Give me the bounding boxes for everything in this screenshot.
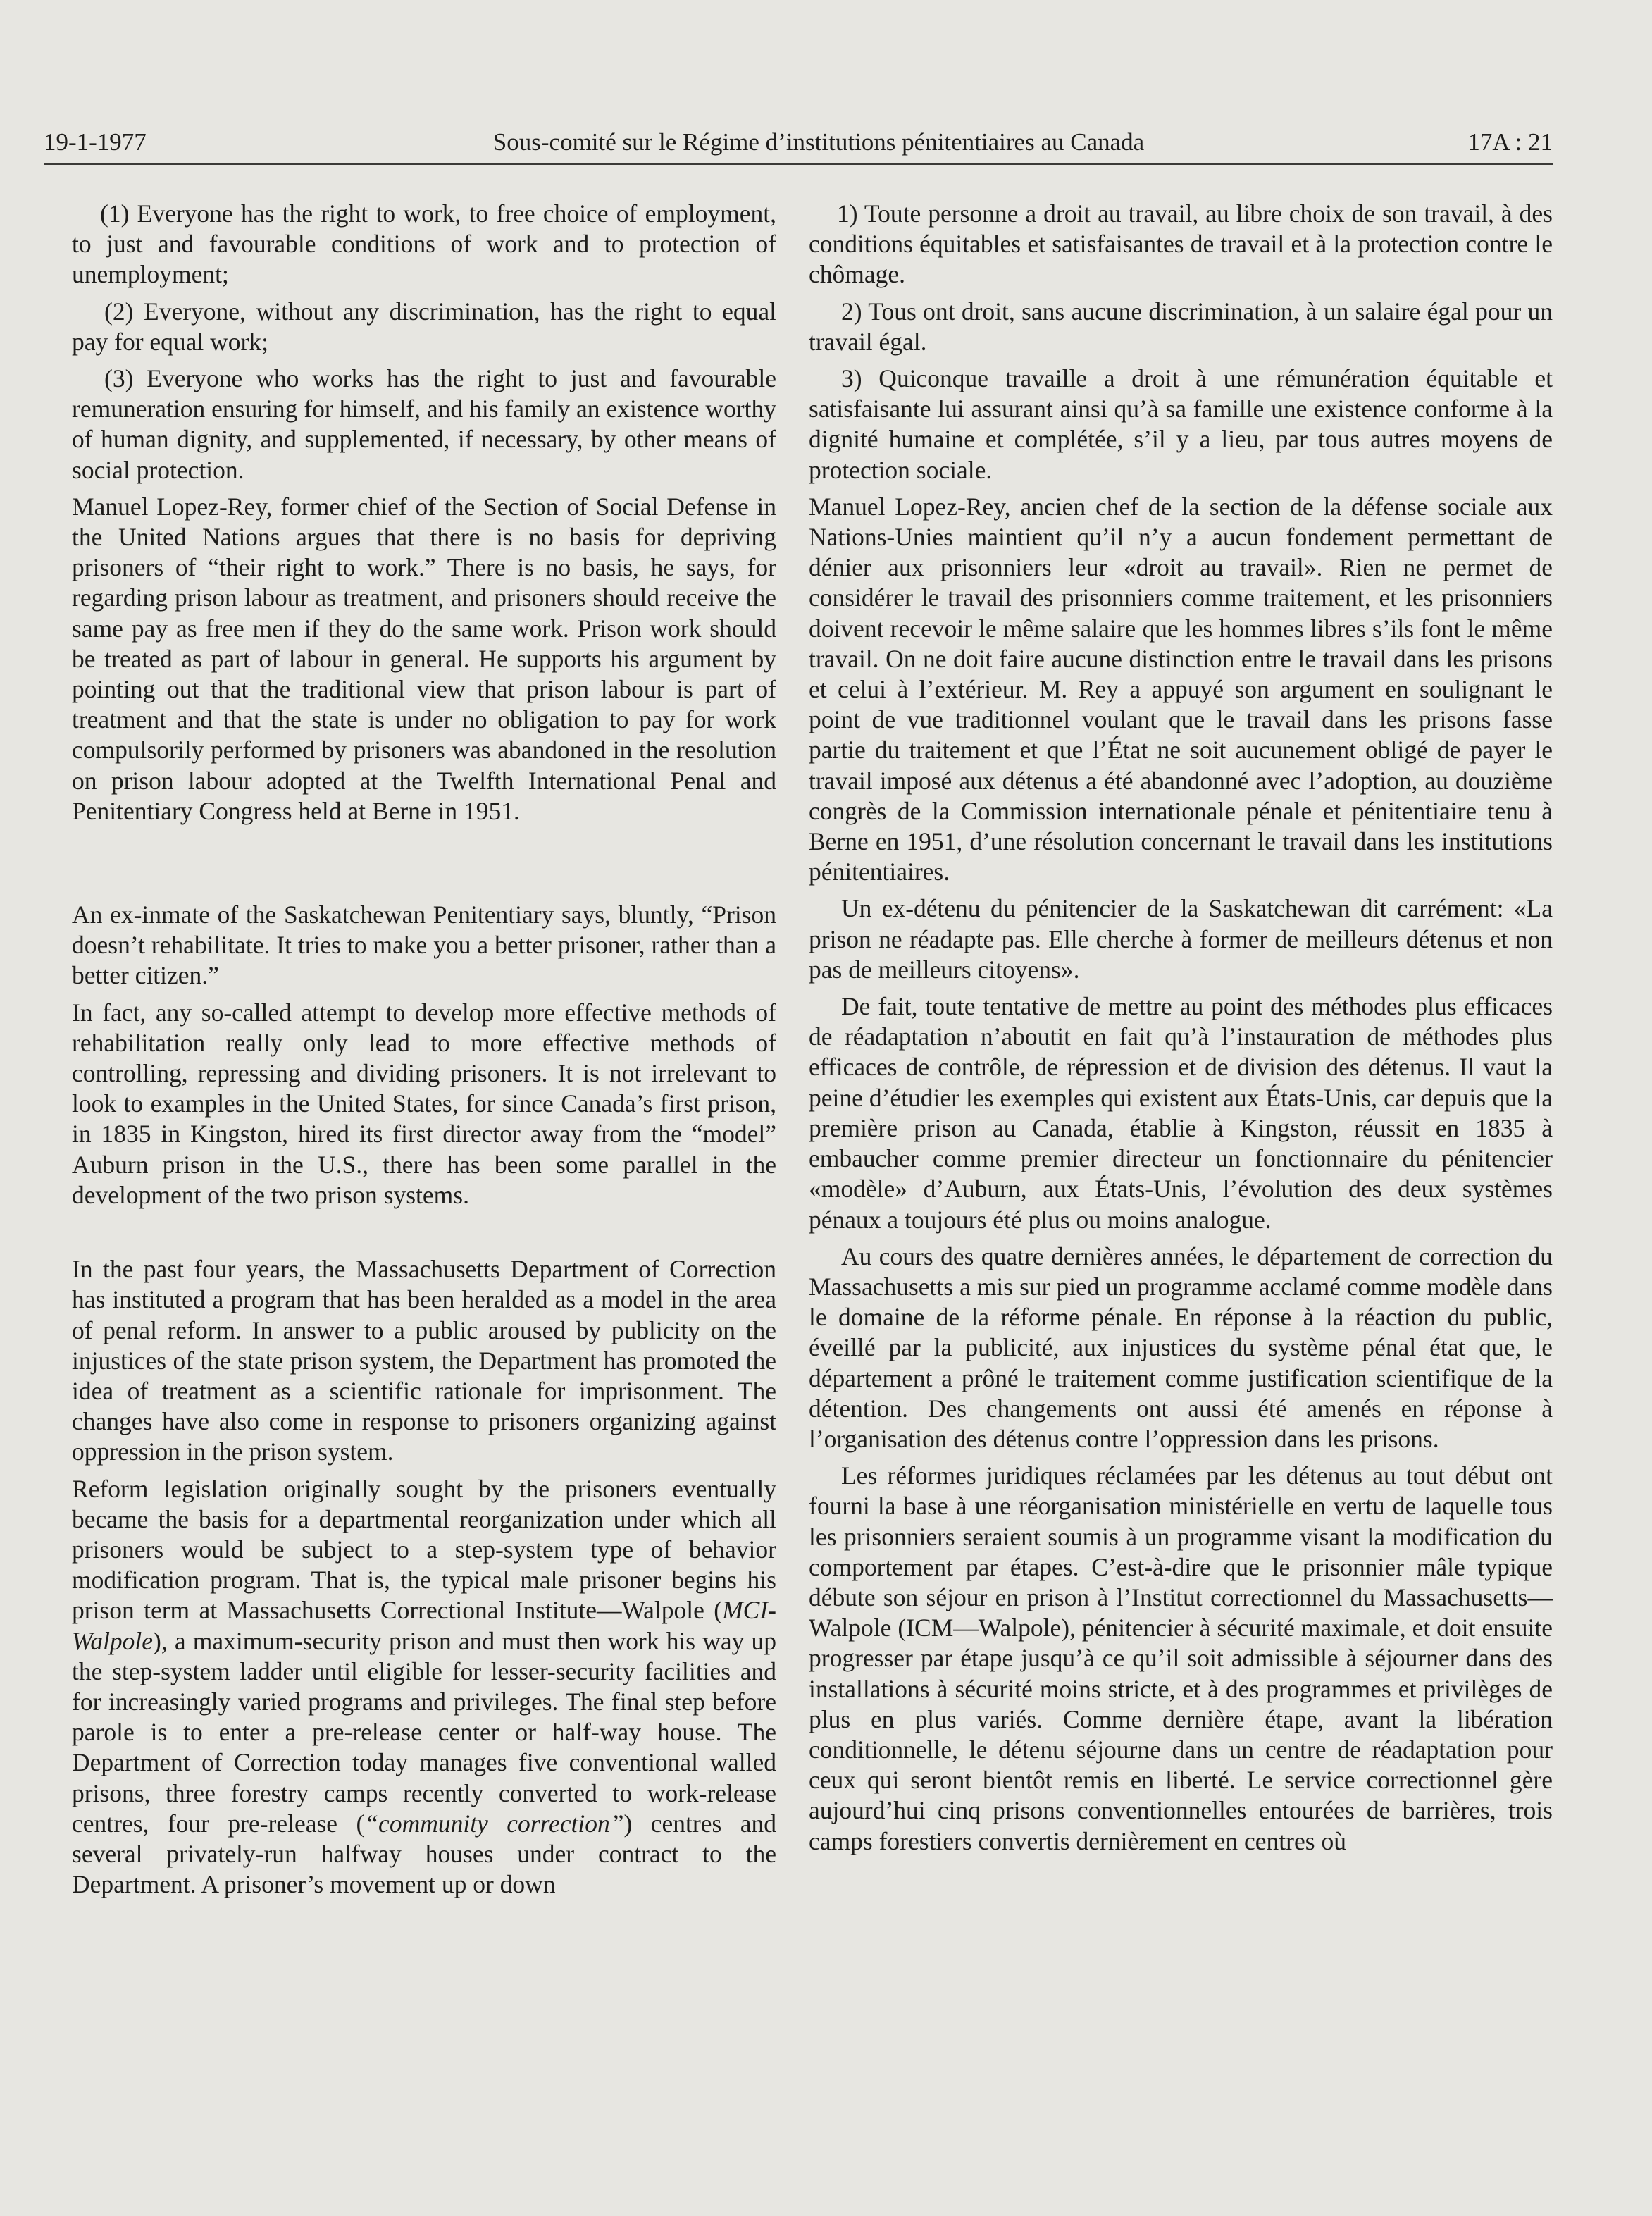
en-reform-mci-walpole: MCI-Walpole (72, 1596, 776, 1655)
fr-paragraph-remuneration: 3) Quiconque travaille a droit à une rémunération équitable et satisfaisante lui assurant ainsi qu’à sa famille une existence conforme à la dignité humaine et complétée, s’il y a lieu, par tous autres moyens de protection sociale. (809, 364, 1553, 484)
en-reform-text-e: ) centres and several privately-run halfway houses under contract to the Department. A prisoner’s movement up or down (72, 1809, 776, 1899)
fr-paragraph-salaire-egal: 2) Tous ont droit, sans aucune discrimination, à un salaire égal pour un travail égal. (809, 297, 1553, 356)
header-title: Sous-comité sur le Régime d’institutions pénitentiaires au Canada (492, 128, 1145, 156)
fr-paragraph-massachusetts: Au cours des quatre dernières années, le département de correction du Massachusetts a mis sur pied un programme acclamé comme modèle dans le domaine de la réforme pénale. En réponse à la réaction du public, éveillé par la publicité, aux injustices du système pénal état que, le département a prôné le traitement comme justification scientifique de la détention. Des changements ont aussi été amenés en réponse à l’organisation des détenus contre l’oppression dans les prisons. (809, 1242, 1553, 1453)
header-page-number: 17A : 21 (1467, 128, 1553, 156)
en-reform-text-a: Reform legislation originally sought by the prisoners eventually became the basis for a departmental reorganization under which all prisoners would be subject to a step-system type of behavior modification program. That is, the typical male prisoner begins his prison term at Massachusetts Correctional Institute—Walpole ( (72, 1474, 776, 1625)
en-paragraph-ex-inmate: An ex-inmate of the Saskatchewan Penitentiary says, bluntly, “Prison doesn’t rehabilitate. It tries to make you a better prisoner, rather than a better citizen.” (72, 900, 776, 990)
fr-paragraph-reformes-juridiques: Les réformes juridiques réclamées par les détenus au tout début ont fourni la base à une réorganisation ministérielle en vertu de laquelle tous les prisonniers seraient soumis à un programme visant la modification du comportement par étapes. C’est-à-dire que le prisonnier mâle typique débute son séjour en prison à l’Institut correctionnel du Massachusetts—Walpole (ICM—Walpole), pénitencier à sécurité maximale, et doit ensuite progresser par étape jusqu’à ce qu’il soit admissible à séjourner dans des installations à sécurité moins stricte, et à des programmes et privilèges de plus en plus variés. Comme dernière étape, avant la libération conditionnelle, le détenu séjourne dans un centre de réadaptation pour ceux qui seront bientôt remis en liberté. Le service correctionnel gère aujourd’hui cinq prisons conventionnelles entourées de barrières, trois camps forestiers convertis dernièrement en centres où (809, 1461, 1553, 1855)
fr-paragraph-de-fait: De fait, toute tentative de mettre au point des méthodes plus efficaces de réadaptation n’aboutit en fait qu’à l’instauration de méthodes plus efficaces de contrôle, de répression et de division des détenus. Il vaut la peine d’étudier les exemples qui existent aux États-Unis, car depuis que la première prison au Canada, établie à Kingston, réussit en 1835 à embaucher comme premier directeur un fonctionnaire du pénitencier «modèle» d’Auburn, aux États-Unis, l’évolution des deux systèmes pénaux a toujours été plus ou moins analogue. (809, 992, 1553, 1234)
en-paragraph-lopez-rey: Manuel Lopez-Rey, former chief of the Section of Social Defense in the United Nations argues that there is no basis for depriving prisoners of “their right to work.” There is no basis, he says, for regarding prison labour as treatment, and prisoners should receive the same pay as free men if they do the same work. Prison work should be treated as part of labour in general. He supports his argument by pointing out that the traditional view that prison labour is part of treatment and that the state is under no obligation to pay for work compulsorily performed by prisoners was abandoned in the resolution on prison labour adopted at the Twelfth International Penal and Penitentiary Congress held at Berne in 1951. (72, 492, 776, 825)
en-reform-community-correction: “community correction” (364, 1809, 624, 1838)
en-paragraph-massachusetts: In the past four years, the Massachusetts Department of Correction has instituted a program that has been heralded as a model in the area of penal reform. In answer to a public aroused by publicity on the injustices of the state prison system, the Department has promoted the idea of treatment as a scientific rationale for imprisonment. The changes have also come in response to prisoners organizing against oppression in the prison system. (72, 1255, 776, 1466)
en-paragraph-remuneration: (3) Everyone who works has the right to just and favourable remuneration ensuring for himself, and his family an existence worthy of human dignity, and supplemented, if necessary, by other means of social protection. (72, 364, 776, 484)
fr-paragraph-droit-au-travail: 1) Toute personne a droit au travail, au libre choix de son travail, à des conditions équitables et satisfaisantes de travail et à la protection contre le chômage. (809, 199, 1553, 289)
en-paragraph-right-to-work: (1) Everyone has the right to work, to free choice of employment, to just and favourable conditions of work and to protection of unemployment; (72, 199, 776, 289)
en-paragraph-in-fact: In fact, any so-called attempt to develop more effective methods of rehabilitation really only lead to more effective methods of controlling, repressing and dividing prisoners. It is not irrelevant to look to examples in the United States, for since Canada’s first prison, in 1835 in Kingston, hired its first director away from the “model” Auburn prison in the U.S., there has been some parallel in the development of the two prison systems. (72, 998, 776, 1209)
en-paragraph-reform-legislation (72, 1474, 776, 1900)
en-reform-text-c: ), a maximum-security prison and must then work his way up the step-system ladder until eligible for lesser-security facilities and for increasingly varied programs and privileges. The final step before parole is to enter a pre-release center or half-way house. The Department of Correction today manages five conventional walled prisons, three forestry camps recently converted to work-release centres, four pre-release ( (72, 1626, 776, 1838)
header-date: 19-1-1977 (44, 128, 147, 156)
en-paragraph-equal-pay: (2) Everyone, without any discrimination, has the right to equal pay for equal work; (72, 297, 776, 356)
english-column (72, 199, 776, 1900)
page-header (44, 124, 1553, 161)
fr-paragraph-lopez-rey: Manuel Lopez-Rey, ancien chef de la section de la défense sociale aux Nations-Unies maintient qu’il n’y a aucun fondement permettant de dénier aux prisonniers leur «droit au travail». Rien ne permet de considérer le travail des prisonniers comme traitement, et les prisonniers doivent recevoir le même salaire que les hommes libres s’ils font le même travail. On ne doit faire aucune distinction entre le travail dans les prisons et celui à l’extérieur. M. Rey a appuyé son argument en soulignant le point de vue traditionnel voulant que le travail dans les prisons fasse partie du traitement et que l’État ne soit aucunement obligé de payer le travail imposé aux détenus a été abandonné avec l’adoption, au douzième congrès de la Commission internationale pénale et pénitentiaire tenu à Berne en 1951, d’une résolution concernant le travail dans les institutions pénitentiaires. (809, 492, 1553, 886)
header-rule (44, 163, 1553, 165)
french-column (809, 199, 1553, 1857)
fr-paragraph-ex-detenu: Un ex-détenu du pénitencier de la Saskatchewan dit carrément: «La prison ne réadapte pas. Elle cherche à former de meilleurs détenus et non pas de meilleurs citoyens». (809, 894, 1553, 984)
